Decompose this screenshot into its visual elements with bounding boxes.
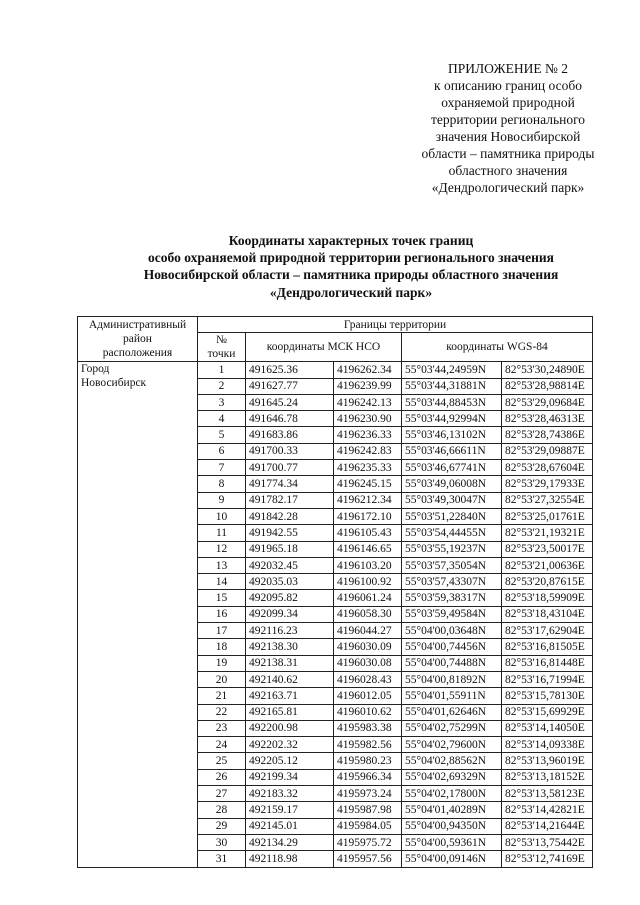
wgs-lat-cell: 55°03'44,88453N bbox=[402, 394, 502, 410]
wgs-lat-cell: 55°03'49,30047N bbox=[402, 492, 502, 508]
msk-y-cell: 4195987.98 bbox=[334, 802, 402, 818]
msk-y-cell: 4196242.13 bbox=[334, 394, 402, 410]
title-line: «Дендрологический парк» bbox=[269, 284, 433, 300]
msk-y-cell: 4196010.62 bbox=[334, 704, 402, 720]
msk-y-cell: 4196245.15 bbox=[334, 476, 402, 492]
wgs-lat-cell: 55°03'55,19237N bbox=[402, 541, 502, 557]
msk-x-cell: 492159.17 bbox=[246, 802, 334, 818]
header-wgs: координаты WGS-84 bbox=[402, 333, 593, 362]
msk-y-cell: 4195966.34 bbox=[334, 769, 402, 785]
msk-y-cell: 4196230.90 bbox=[334, 411, 402, 427]
wgs-lon-cell: 82°53'15,69929E bbox=[502, 704, 593, 720]
msk-x-cell: 492205.12 bbox=[246, 753, 334, 769]
wgs-lon-cell: 82°53'28,74386E bbox=[502, 427, 593, 443]
msk-y-cell: 4196236.33 bbox=[334, 427, 402, 443]
wgs-lat-cell: 55°04'01,55911N bbox=[402, 688, 502, 704]
msk-x-cell: 491625.36 bbox=[246, 362, 334, 378]
point-number-cell: 28 bbox=[198, 802, 246, 818]
appendix-line: «Дендрологический парк» bbox=[431, 180, 585, 195]
msk-x-cell: 492116.23 bbox=[246, 623, 334, 639]
wgs-lat-cell: 55°03'46,13102N bbox=[402, 427, 502, 443]
msk-y-cell: 4196262.34 bbox=[334, 362, 402, 378]
wgs-lat-cell: 55°04'02,75299N bbox=[402, 720, 502, 736]
appendix-line: области – памятника природы bbox=[421, 146, 595, 161]
wgs-lon-cell: 82°53'13,58123E bbox=[502, 786, 593, 802]
district-cell bbox=[78, 362, 198, 867]
msk-y-cell: 4196105.43 bbox=[334, 525, 402, 541]
wgs-lon-cell: 82°53'14,42821E bbox=[502, 802, 593, 818]
msk-y-cell: 4196239.99 bbox=[334, 378, 402, 394]
wgs-lat-cell: 55°04'02,69329N bbox=[402, 769, 502, 785]
point-number-cell: 16 bbox=[198, 606, 246, 622]
wgs-lon-cell: 82°53'27,32554E bbox=[502, 492, 593, 508]
msk-x-cell: 491700.77 bbox=[246, 460, 334, 476]
wgs-lat-cell: 55°03'57,35054N bbox=[402, 557, 502, 573]
district-line: Город bbox=[81, 363, 110, 376]
point-number-cell: 4 bbox=[198, 411, 246, 427]
msk-y-cell: 4196044.27 bbox=[334, 623, 402, 639]
msk-y-cell: 4195983.38 bbox=[334, 720, 402, 736]
point-number-cell: 18 bbox=[198, 639, 246, 655]
point-number-cell: 14 bbox=[198, 574, 246, 590]
wgs-lon-cell: 82°53'29,09887E bbox=[502, 443, 593, 459]
point-number-cell: 12 bbox=[198, 541, 246, 557]
point-number-cell: 24 bbox=[198, 737, 246, 753]
msk-y-cell: 4196030.09 bbox=[334, 639, 402, 655]
point-number-cell: 2 bbox=[198, 378, 246, 394]
msk-y-cell: 4195975.72 bbox=[334, 834, 402, 850]
header-district-line: Административный bbox=[88, 319, 187, 332]
wgs-lon-cell: 82°53'21,00636E bbox=[502, 557, 593, 573]
msk-y-cell: 4196242.83 bbox=[334, 443, 402, 459]
wgs-lat-cell: 55°04'00,81892N bbox=[402, 671, 502, 687]
msk-x-cell: 491782.17 bbox=[246, 492, 334, 508]
header-borders: Границы территории bbox=[198, 317, 593, 333]
header-point-line: точки bbox=[207, 348, 236, 361]
msk-y-cell: 4195982.56 bbox=[334, 737, 402, 753]
wgs-lon-cell: 82°53'28,46313E bbox=[502, 411, 593, 427]
point-number-cell: 15 bbox=[198, 590, 246, 606]
msk-x-cell: 491646.78 bbox=[246, 411, 334, 427]
coordinates-table bbox=[77, 316, 593, 868]
document-title bbox=[60, 232, 640, 301]
point-number-cell: 29 bbox=[198, 818, 246, 834]
msk-x-cell: 492163.71 bbox=[246, 688, 334, 704]
point-number-cell: 9 bbox=[198, 492, 246, 508]
msk-y-cell: 4196012.05 bbox=[334, 688, 402, 704]
msk-y-cell: 4196212.34 bbox=[334, 492, 402, 508]
appendix-line: к описанию границ особо bbox=[434, 78, 582, 93]
wgs-lat-cell: 55°03'59,49584N bbox=[402, 606, 502, 622]
header-point-number bbox=[198, 333, 246, 362]
wgs-lon-cell: 82°53'29,09684E bbox=[502, 394, 593, 410]
wgs-lon-cell: 82°53'14,14050E bbox=[502, 720, 593, 736]
header-district bbox=[78, 317, 198, 362]
wgs-lon-cell: 82°53'25,01761E bbox=[502, 508, 593, 524]
wgs-lat-cell: 55°04'01,40289N bbox=[402, 802, 502, 818]
wgs-lat-cell: 55°03'44,31881N bbox=[402, 378, 502, 394]
wgs-lon-cell: 82°53'12,74169E bbox=[502, 851, 593, 867]
msk-y-cell: 4196028.43 bbox=[334, 671, 402, 687]
msk-x-cell: 491700.33 bbox=[246, 443, 334, 459]
title-line: особо охраняемой природной территории регионального значения bbox=[148, 250, 554, 266]
header-point-line: № bbox=[216, 334, 227, 347]
wgs-lon-cell: 82°53'15,78130E bbox=[502, 688, 593, 704]
msk-y-cell: 4195980.23 bbox=[334, 753, 402, 769]
table-row bbox=[78, 362, 593, 378]
wgs-lon-cell: 82°53'13,75442E bbox=[502, 834, 593, 850]
wgs-lon-cell: 82°53'28,98814E bbox=[502, 378, 593, 394]
wgs-lon-cell: 82°53'16,81505E bbox=[502, 639, 593, 655]
msk-x-cell: 491774.34 bbox=[246, 476, 334, 492]
point-number-cell: 27 bbox=[198, 786, 246, 802]
wgs-lon-cell: 82°53'28,67604E bbox=[502, 460, 593, 476]
header-msk: координаты МСК НСО bbox=[246, 333, 402, 362]
wgs-lon-cell: 82°53'30,24890E bbox=[502, 362, 593, 378]
wgs-lat-cell: 55°04'02,79600N bbox=[402, 737, 502, 753]
appendix-line: территории регионального bbox=[430, 112, 586, 127]
wgs-lon-cell: 82°53'14,21644E bbox=[502, 818, 593, 834]
msk-y-cell: 4195957.56 bbox=[334, 851, 402, 867]
msk-x-cell: 492183.32 bbox=[246, 786, 334, 802]
msk-y-cell: 4196058.30 bbox=[334, 606, 402, 622]
msk-x-cell: 492138.31 bbox=[246, 655, 334, 671]
point-number-cell: 6 bbox=[198, 443, 246, 459]
msk-y-cell: 4196061.24 bbox=[334, 590, 402, 606]
msk-x-cell: 492032.45 bbox=[246, 557, 334, 573]
wgs-lon-cell: 82°53'14,09338E bbox=[502, 737, 593, 753]
msk-x-cell: 491645.24 bbox=[246, 394, 334, 410]
point-number-cell: 19 bbox=[198, 655, 246, 671]
point-number-cell: 5 bbox=[198, 427, 246, 443]
point-number-cell: 31 bbox=[198, 851, 246, 867]
appendix-line: ПРИЛОЖЕНИЕ № 2 bbox=[447, 61, 569, 76]
wgs-lon-cell: 82°53'21,19321E bbox=[502, 525, 593, 541]
appendix-line: значения Новосибирской bbox=[435, 129, 581, 144]
msk-y-cell: 4195984.05 bbox=[334, 818, 402, 834]
wgs-lat-cell: 55°04'00,59361N bbox=[402, 834, 502, 850]
wgs-lon-cell: 82°53'17,62904E bbox=[502, 623, 593, 639]
wgs-lon-cell: 82°53'13,18152E bbox=[502, 769, 593, 785]
msk-x-cell: 492095.82 bbox=[246, 590, 334, 606]
msk-x-cell: 491965.18 bbox=[246, 541, 334, 557]
msk-y-cell: 4196172.10 bbox=[334, 508, 402, 524]
msk-y-cell: 4196235.33 bbox=[334, 460, 402, 476]
point-number-cell: 21 bbox=[198, 688, 246, 704]
msk-x-cell: 492099.34 bbox=[246, 606, 334, 622]
wgs-lon-cell: 82°53'29,17933E bbox=[502, 476, 593, 492]
wgs-lat-cell: 55°03'44,24959N bbox=[402, 362, 502, 378]
header-district-line: расположения bbox=[102, 347, 173, 360]
wgs-lat-cell: 55°03'54,44455N bbox=[402, 525, 502, 541]
point-number-cell: 3 bbox=[198, 394, 246, 410]
point-number-cell: 17 bbox=[198, 623, 246, 639]
appendix-line: охраняемой природной bbox=[441, 95, 575, 110]
point-number-cell: 1 bbox=[198, 362, 246, 378]
msk-x-cell: 492140.62 bbox=[246, 671, 334, 687]
msk-x-cell: 492145.01 bbox=[246, 818, 334, 834]
wgs-lat-cell: 55°04'02,17800N bbox=[402, 786, 502, 802]
point-number-cell: 22 bbox=[198, 704, 246, 720]
point-number-cell: 20 bbox=[198, 671, 246, 687]
msk-x-cell: 492134.29 bbox=[246, 834, 334, 850]
msk-y-cell: 4196146.65 bbox=[334, 541, 402, 557]
msk-y-cell: 4196103.20 bbox=[334, 557, 402, 573]
appendix-line: областного значения bbox=[448, 163, 568, 178]
msk-x-cell: 492138.30 bbox=[246, 639, 334, 655]
msk-y-cell: 4196100.92 bbox=[334, 574, 402, 590]
wgs-lon-cell: 82°53'23,50017E bbox=[502, 541, 593, 557]
point-number-cell: 13 bbox=[198, 557, 246, 573]
msk-x-cell: 491842.28 bbox=[246, 508, 334, 524]
point-number-cell: 25 bbox=[198, 753, 246, 769]
point-number-cell: 8 bbox=[198, 476, 246, 492]
wgs-lat-cell: 55°03'46,67741N bbox=[402, 460, 502, 476]
wgs-lat-cell: 55°03'51,22840N bbox=[402, 508, 502, 524]
msk-x-cell: 491627.77 bbox=[246, 378, 334, 394]
msk-x-cell: 492118.98 bbox=[246, 851, 334, 867]
msk-x-cell: 492202.32 bbox=[246, 737, 334, 753]
msk-x-cell: 492165.81 bbox=[246, 704, 334, 720]
msk-x-cell: 492199.34 bbox=[246, 769, 334, 785]
title-line: Координаты характерных точек границ bbox=[228, 233, 474, 248]
point-number-cell: 11 bbox=[198, 525, 246, 541]
wgs-lon-cell: 82°53'18,43104E bbox=[502, 606, 593, 622]
wgs-lat-cell: 55°03'49,06008N bbox=[402, 476, 502, 492]
msk-y-cell: 4196030.08 bbox=[334, 655, 402, 671]
wgs-lat-cell: 55°04'02,88562N bbox=[402, 753, 502, 769]
wgs-lat-cell: 55°04'00,94350N bbox=[402, 818, 502, 834]
wgs-lon-cell: 82°53'20,87615E bbox=[502, 574, 593, 590]
wgs-lon-cell: 82°53'16,71994E bbox=[502, 671, 593, 687]
wgs-lat-cell: 55°04'00,09146N bbox=[402, 851, 502, 867]
district-line: Новосибирск bbox=[81, 377, 147, 390]
wgs-lat-cell: 55°03'46,66611N bbox=[402, 443, 502, 459]
msk-x-cell: 491683.86 bbox=[246, 427, 334, 443]
point-number-cell: 23 bbox=[198, 720, 246, 736]
wgs-lat-cell: 55°04'00,03648N bbox=[402, 623, 502, 639]
msk-x-cell: 491942.55 bbox=[246, 525, 334, 541]
wgs-lon-cell: 82°53'13,96019E bbox=[502, 753, 593, 769]
msk-x-cell: 492200.98 bbox=[246, 720, 334, 736]
wgs-lat-cell: 55°03'57,43307N bbox=[402, 574, 502, 590]
msk-y-cell: 4195973.24 bbox=[334, 786, 402, 802]
wgs-lon-cell: 82°53'16,81448E bbox=[502, 655, 593, 671]
point-number-cell: 30 bbox=[198, 834, 246, 850]
wgs-lat-cell: 55°04'00,74488N bbox=[402, 655, 502, 671]
title-line: Новосибирской области – памятника природы областного значения bbox=[143, 267, 559, 283]
point-number-cell: 7 bbox=[198, 460, 246, 476]
wgs-lat-cell: 55°03'44,92994N bbox=[402, 411, 502, 427]
point-number-cell: 26 bbox=[198, 769, 246, 785]
wgs-lat-cell: 55°03'59,38317N bbox=[402, 590, 502, 606]
msk-x-cell: 492035.03 bbox=[246, 574, 334, 590]
header-district-line: район bbox=[123, 333, 152, 346]
point-number-cell: 10 bbox=[198, 508, 246, 524]
wgs-lon-cell: 82°53'18,59909E bbox=[502, 590, 593, 606]
appendix-header bbox=[398, 60, 618, 196]
wgs-lat-cell: 55°04'00,74456N bbox=[402, 639, 502, 655]
wgs-lat-cell: 55°04'01,62646N bbox=[402, 704, 502, 720]
